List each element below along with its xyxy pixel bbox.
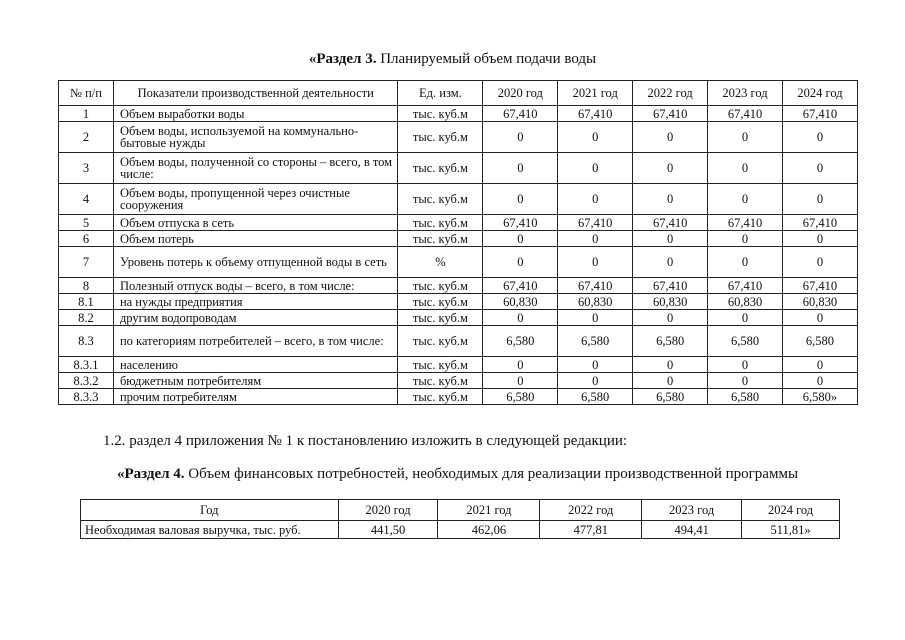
header-cell: 2023 год (642, 500, 742, 521)
section3-title-text: Планируемый объем подачи воды (376, 51, 597, 67)
row-number: 8 (59, 278, 114, 294)
value-cell: 0 (558, 357, 633, 373)
table-row (59, 122, 858, 153)
header-cell: Ед. изм. (398, 81, 483, 106)
unit-cell: тыс. куб.м (398, 106, 483, 122)
indicator-name: Уровень потерь к объему отпущенной воды в сеть (113, 247, 398, 278)
row-number: 5 (59, 215, 114, 231)
table-body (59, 106, 858, 405)
value-cell: 6,580 (708, 326, 783, 357)
value-cell: 60,830 (483, 294, 558, 310)
value-cell: 6,580 (558, 389, 633, 405)
section4-title (0, 466, 905, 483)
table-row (81, 521, 840, 539)
row-number: 8.1 (59, 294, 114, 310)
table-row (59, 153, 858, 184)
table-row (59, 294, 858, 310)
value-cell: 0 (483, 231, 558, 247)
value-cell: 0 (633, 373, 708, 389)
row-number: 3 (59, 153, 114, 184)
value-cell: 0 (782, 373, 857, 389)
value-cell: 67,410 (483, 106, 558, 122)
value-cell: 67,410 (558, 278, 633, 294)
header-cell: Показатели производственной деятельности (113, 81, 398, 106)
section3-title-number: «Раздел 3. (308, 51, 377, 67)
row-number: 4 (59, 184, 114, 215)
value-cell: 0 (708, 184, 783, 215)
unit-cell: тыс. куб.м (398, 310, 483, 326)
unit-cell: тыс. куб.м (398, 373, 483, 389)
value-cell: 0 (708, 153, 783, 184)
row-number: 7 (59, 247, 114, 278)
indicator-name: бюджетным потребителям (113, 373, 398, 389)
indicator-name: прочим потребителям (113, 389, 398, 405)
value-cell: 0 (558, 122, 633, 153)
value-cell: 0 (483, 373, 558, 389)
value-cell: 60,830 (558, 294, 633, 310)
table-row (59, 326, 858, 357)
value-cell: 0 (483, 357, 558, 373)
value-cell: 0 (483, 310, 558, 326)
value-cell: 6,580 (708, 389, 783, 405)
value-cell: 0 (558, 153, 633, 184)
value-cell: 0 (633, 153, 708, 184)
value-cell: 0 (558, 184, 633, 215)
water-supply-table (58, 80, 858, 405)
paragraph-text: 1.2. раздел 4 приложения № 1 к постановлению изложить в следующей редакции: (103, 433, 628, 449)
value-cell: 67,410 (782, 278, 857, 294)
table-row (59, 215, 858, 231)
header-cell: 2020 год (483, 81, 558, 106)
value-cell: 6,580 (483, 326, 558, 357)
table-header-row (59, 81, 858, 106)
value-cell: 60,830 (782, 294, 857, 310)
value-cell: 441,50 (338, 521, 438, 539)
value-cell: 0 (633, 231, 708, 247)
unit-cell: тыс. куб.м (398, 389, 483, 405)
unit-cell: тыс. куб.м (398, 231, 483, 247)
section4-title-text: Объем финансовых потребностей, необходимых для реализации производственной программы (184, 466, 799, 482)
unit-cell: тыс. куб.м (398, 215, 483, 231)
indicator-name: Объем выработки воды (113, 106, 398, 122)
table-row (59, 373, 858, 389)
value-cell: 67,410 (483, 215, 558, 231)
value-cell: 67,410 (708, 106, 783, 122)
value-cell: 0 (708, 357, 783, 373)
value-cell: 0 (708, 310, 783, 326)
value-cell: 0 (633, 310, 708, 326)
row-number: 8.3.2 (59, 373, 114, 389)
value-cell: 494,41 (642, 521, 742, 539)
table-row (59, 247, 858, 278)
row-number: 1 (59, 106, 114, 122)
value-cell: 0 (633, 184, 708, 215)
table-row (59, 389, 858, 405)
value-cell: 67,410 (633, 106, 708, 122)
indicator-name: Объем воды, полученной со стороны – всего, в том числе: (113, 153, 398, 184)
row-number: 8.3.1 (59, 357, 114, 373)
indicator-name: Объем отпуска в сеть (113, 215, 398, 231)
value-cell: 0 (483, 184, 558, 215)
header-cell: 2020 год (338, 500, 438, 521)
header-cell: 2021 год (438, 500, 540, 521)
value-cell: 0 (558, 310, 633, 326)
section3-title (0, 51, 905, 68)
value-cell: 0 (782, 357, 857, 373)
indicator-name: Объем воды, пропущенной через очистные сооружения (113, 184, 398, 215)
row-number: 8.2 (59, 310, 114, 326)
value-cell: 67,410 (633, 278, 708, 294)
value-cell: 67,410 (782, 215, 857, 231)
unit-cell: тыс. куб.м (398, 153, 483, 184)
unit-cell: тыс. куб.м (398, 357, 483, 373)
value-cell: 6,580 (633, 326, 708, 357)
row-number: 6 (59, 231, 114, 247)
value-cell: 67,410 (633, 215, 708, 231)
value-cell: 6,580 (633, 389, 708, 405)
header-cell: 2021 год (558, 81, 633, 106)
unit-cell: тыс. куб.м (398, 122, 483, 153)
value-cell: 0 (708, 122, 783, 153)
unit-cell: тыс. куб.м (398, 278, 483, 294)
indicator-name: Объем воды, используемой на коммунально-бытовые нужды (113, 122, 398, 153)
value-cell: 511,81» (742, 521, 840, 539)
value-cell: 6,580» (782, 389, 857, 405)
value-cell: 0 (483, 153, 558, 184)
finance-table (80, 499, 840, 539)
value-cell: 0 (782, 122, 857, 153)
value-cell: 6,580 (782, 326, 857, 357)
header-cell: 2024 год (742, 500, 840, 521)
value-cell: 462,06 (438, 521, 540, 539)
value-cell: 0 (708, 373, 783, 389)
value-cell: 0 (708, 247, 783, 278)
value-cell: 6,580 (558, 326, 633, 357)
value-cell: 0 (782, 153, 857, 184)
value-cell: 0 (782, 184, 857, 215)
header-cell: 2022 год (540, 500, 642, 521)
value-cell: 0 (708, 231, 783, 247)
value-cell: 0 (483, 247, 558, 278)
value-cell: 0 (633, 247, 708, 278)
header-cell: 2022 год (633, 81, 708, 106)
value-cell: 0 (483, 122, 558, 153)
value-cell: 477,81 (540, 521, 642, 539)
value-cell: 67,410 (558, 215, 633, 231)
header-cell: 2024 год (782, 81, 857, 106)
indicator-name: другим водопроводам (113, 310, 398, 326)
header-cell: Год (81, 500, 339, 521)
indicator-name: населению (113, 357, 398, 373)
indicator-name: на нужды предприятия (113, 294, 398, 310)
indicator-name: Полезный отпуск воды – всего, в том числе: (113, 278, 398, 294)
table-row (59, 310, 858, 326)
section4-title-number: «Раздел 4. (116, 466, 185, 482)
table-row (59, 357, 858, 373)
value-cell: 0 (558, 231, 633, 247)
row-number: 8.3 (59, 326, 114, 357)
row-number: 2 (59, 122, 114, 153)
value-cell: 67,410 (782, 106, 857, 122)
indicator-name: Объем потерь (113, 231, 398, 247)
value-cell: 0 (782, 247, 857, 278)
table-row (59, 231, 858, 247)
value-cell: 67,410 (483, 278, 558, 294)
row-label: Необходимая валовая выручка, тыс. руб. (81, 521, 339, 539)
header-cell: 2023 год (708, 81, 783, 106)
row-number: 8.3.3 (59, 389, 114, 405)
value-cell: 67,410 (708, 278, 783, 294)
value-cell: 6,580 (483, 389, 558, 405)
unit-cell: % (398, 247, 483, 278)
value-cell: 0 (782, 310, 857, 326)
value-cell: 60,830 (633, 294, 708, 310)
unit-cell: тыс. куб.м (398, 326, 483, 357)
table-row (59, 278, 858, 294)
value-cell: 0 (558, 247, 633, 278)
value-cell: 67,410 (708, 215, 783, 231)
header-cell: № п/п (59, 81, 114, 106)
table-header-row (81, 500, 840, 521)
value-cell: 0 (633, 357, 708, 373)
value-cell: 60,830 (708, 294, 783, 310)
value-cell: 0 (782, 231, 857, 247)
unit-cell: тыс. куб.м (398, 184, 483, 215)
value-cell: 67,410 (558, 106, 633, 122)
table-row (59, 106, 858, 122)
unit-cell: тыс. куб.м (398, 294, 483, 310)
value-cell: 0 (558, 373, 633, 389)
indicator-name: по категориям потребителей – всего, в том числе: (113, 326, 398, 357)
value-cell: 0 (633, 122, 708, 153)
table-row (59, 184, 858, 215)
